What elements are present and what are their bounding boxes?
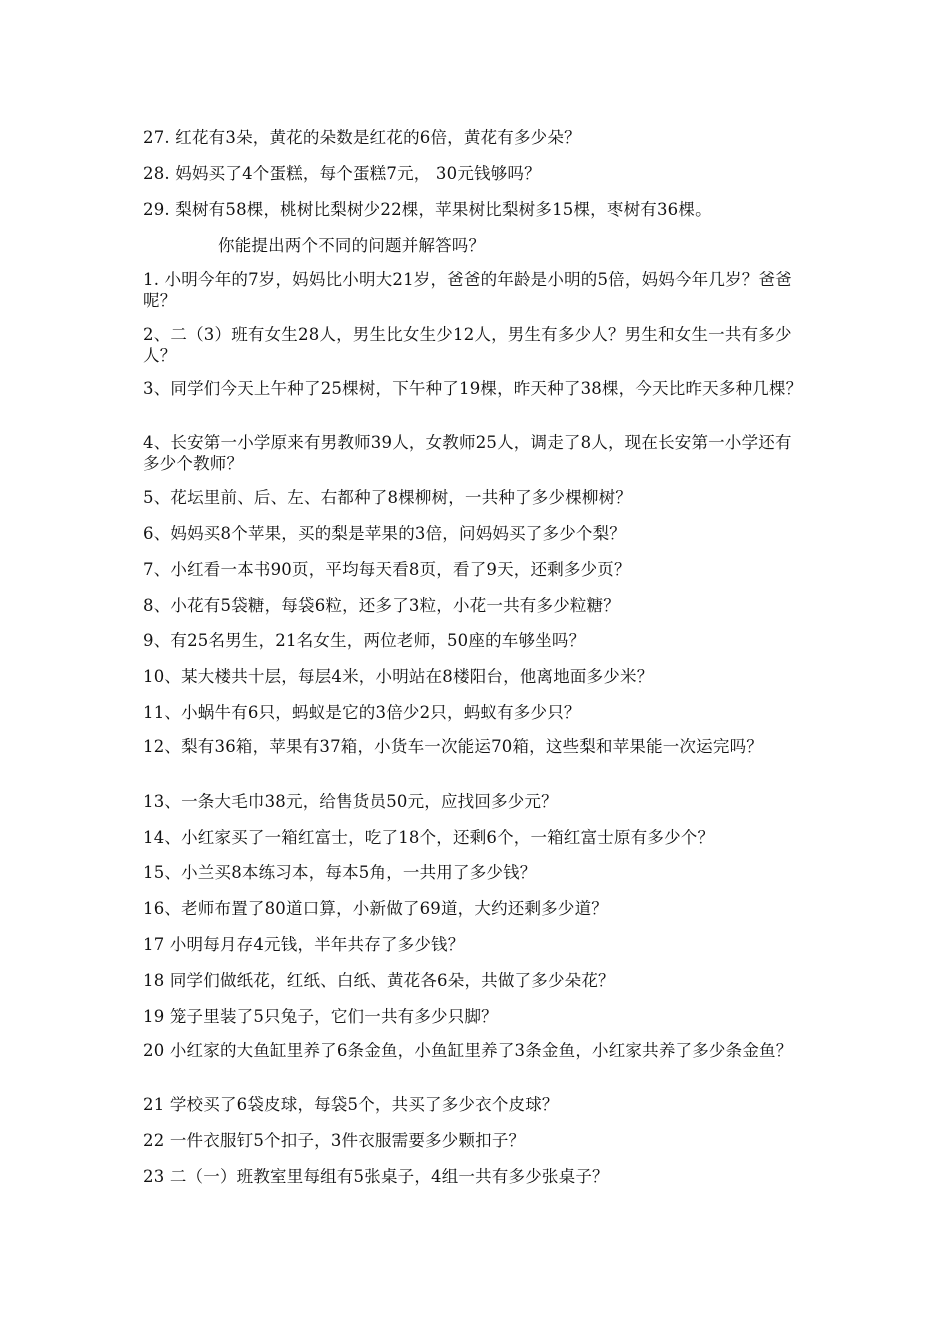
question-23: 23 二（一）班教室里每组有5张桌子，4组一共有多少张桌子？ <box>143 1167 609 1186</box>
question-8: 8、小花有5袋糖，每袋6粒，还多了3粒，小花一共有多少粒糖？ <box>143 596 620 615</box>
question-10: 10、某大楼共十层，每层4米，小明站在8楼阳台，他离地面多少米？ <box>143 667 654 686</box>
question-5: 5、花坛里前、后、左、右都种了8棵柳树，一共种了多少棵柳树？ <box>143 488 632 507</box>
question-18: 18 同学们做纸花，红纸、白纸、黄花各6朵，共做了多少朵花？ <box>143 971 615 990</box>
question-13: 13、一条大毛巾38元，给售货员50元，应找回多少元？ <box>143 792 558 811</box>
question-3: 3、同学们今天上午种了25棵树，下午种了19棵，昨天种了38棵，今天比昨天多种几棵？ <box>143 379 803 398</box>
question-1: 1. 小明今年的7岁，妈妈比小明大21岁，爸爸的年龄是小明的5倍，妈妈今年几岁？爸爸呢？ <box>143 270 792 310</box>
question-16: 16、老师布置了80道口算，小新做了69道，大约还剩多少道？ <box>143 899 608 918</box>
question-27: 27. 红花有3朵，黄花的朵数是红花的6倍，黄花有多少朵？ <box>143 128 581 147</box>
question-15: 15、小兰买8本练习本，每本5角，一共用了多少钱？ <box>143 863 537 882</box>
question-7: 7、小红看一本书90页，平均每天看8页，看了9天，还剩多少页？ <box>143 560 631 579</box>
question-11: 11、小蜗牛有6只，蚂蚁是它的3倍少2只，蚂蚁有多少只？ <box>143 703 581 722</box>
question-21: 21 学校买了6袋皮球，每袋5个，共买了多少衣个皮球？ <box>143 1095 559 1114</box>
question-20: 20 小红家的大鱼缸里养了6条金鱼，小鱼缸里养了3条金鱼，小红家共养了多少条金鱼？ <box>143 1041 793 1060</box>
question-9: 9、有25名男生，21名女生，两位老师，50座的车够坐吗？ <box>143 631 586 650</box>
question-14: 14、小红家买了一箱红富士，吃了18个，还剩6个，一箱红富士原有多少个？ <box>143 828 715 847</box>
question-2: 2、二（3）班有女生28人，男生比女生少12人，男生有多少人？男生和女生一共有多少人？ <box>143 325 792 365</box>
question-19: 19 笼子里装了5只兔子，它们一共有多少只脚？ <box>143 1007 498 1026</box>
question-28: 28. 妈妈买了4个蛋糕，每个蛋糕7元， 30元钱够吗？ <box>143 164 541 183</box>
question-17: 17 小明每月存4元钱，半年共存了多少钱？ <box>143 935 465 954</box>
question-22: 22 一件衣服钉5个扣子，3件衣服需要多少颗扣子？ <box>143 1131 526 1150</box>
question-29-prompt: 你能提出两个不同的问题并解答吗？ <box>218 236 486 255</box>
question-12: 12、梨有36箱，苹果有37箱，小货车一次能运70箱，这些梨和苹果能一次运完吗？ <box>143 737 763 756</box>
question-29: 29. 梨树有58棵，桃树比梨树少22棵，苹果树比梨树多15棵，枣树有36棵。 <box>143 200 712 219</box>
question-4: 4、长安第一小学原来有男教师39人，女教师25人，调走了8人，现在长安第一小学还有多少个教师？ <box>143 433 792 473</box>
question-6: 6、妈妈买8个苹果，买的梨是苹果的3倍，问妈妈买了多少个梨？ <box>143 524 626 543</box>
